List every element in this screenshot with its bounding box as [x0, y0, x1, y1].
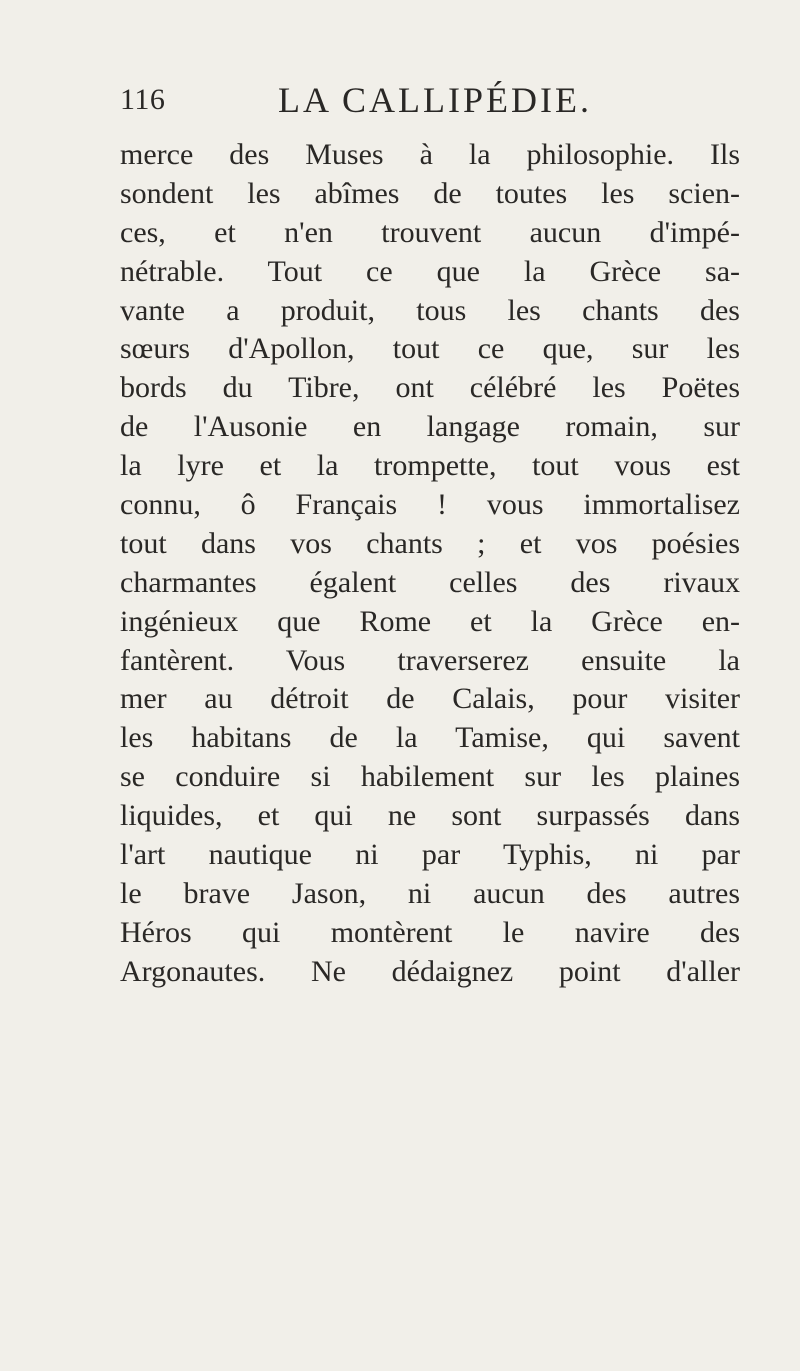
text-line: merce des Muses à la philosophie. Ils	[120, 138, 740, 171]
text-line: Argonautes. Ne dédaignez point d'aller	[120, 954, 740, 988]
text-line: vante a produit, tous les chants des	[120, 293, 740, 327]
body-text	[120, 136, 740, 992]
text-line: fantèrent. Vous traverserez ensuite la	[120, 643, 740, 677]
page-number: 116	[120, 83, 166, 116]
text-line: l'art nautique ni par Typhis, ni par	[120, 838, 740, 872]
text-line: tout dans vos chants ; et vos poésies	[120, 526, 740, 560]
text-line: bords du Tibre, ont célébré les Poëtes	[120, 371, 740, 405]
text-line: liquides, et qui ne sont surpassés dans	[120, 799, 740, 833]
text-line: mer au détroit de Calais, pour visiter	[120, 682, 740, 716]
text-line: sœurs d'Apollon, tout ce que, sur les	[120, 332, 740, 366]
running-title: LA CALLIPÉDIE.	[278, 80, 592, 120]
text-line: de l'Ausonie en langage romain, sur	[120, 410, 740, 444]
text-line: se conduire si habilement sur les plaines	[120, 760, 740, 794]
text-line: les habitans de la Tamise, qui savent	[120, 721, 740, 755]
text-line: charmantes égalent celles des rivaux	[120, 565, 740, 599]
text-line: connu, ô Français ! vous immortalisez	[120, 488, 740, 522]
text-line: ingénieux que Rome et la Grèce en-	[120, 604, 740, 638]
text-line: sondent les abîmes de toutes les scien-	[120, 176, 740, 210]
text-line: ces, et n'en trouvent aucun d'impé-	[120, 215, 740, 249]
text-line: nétrable. Tout ce que la Grèce sa-	[120, 254, 740, 288]
text-line: la lyre et la trompette, tout vous est	[120, 449, 740, 483]
running-head	[120, 78, 740, 122]
text-line: le brave Jason, ni aucun des autres	[120, 876, 740, 910]
text-line: Héros qui montèrent le navire des	[120, 915, 740, 949]
